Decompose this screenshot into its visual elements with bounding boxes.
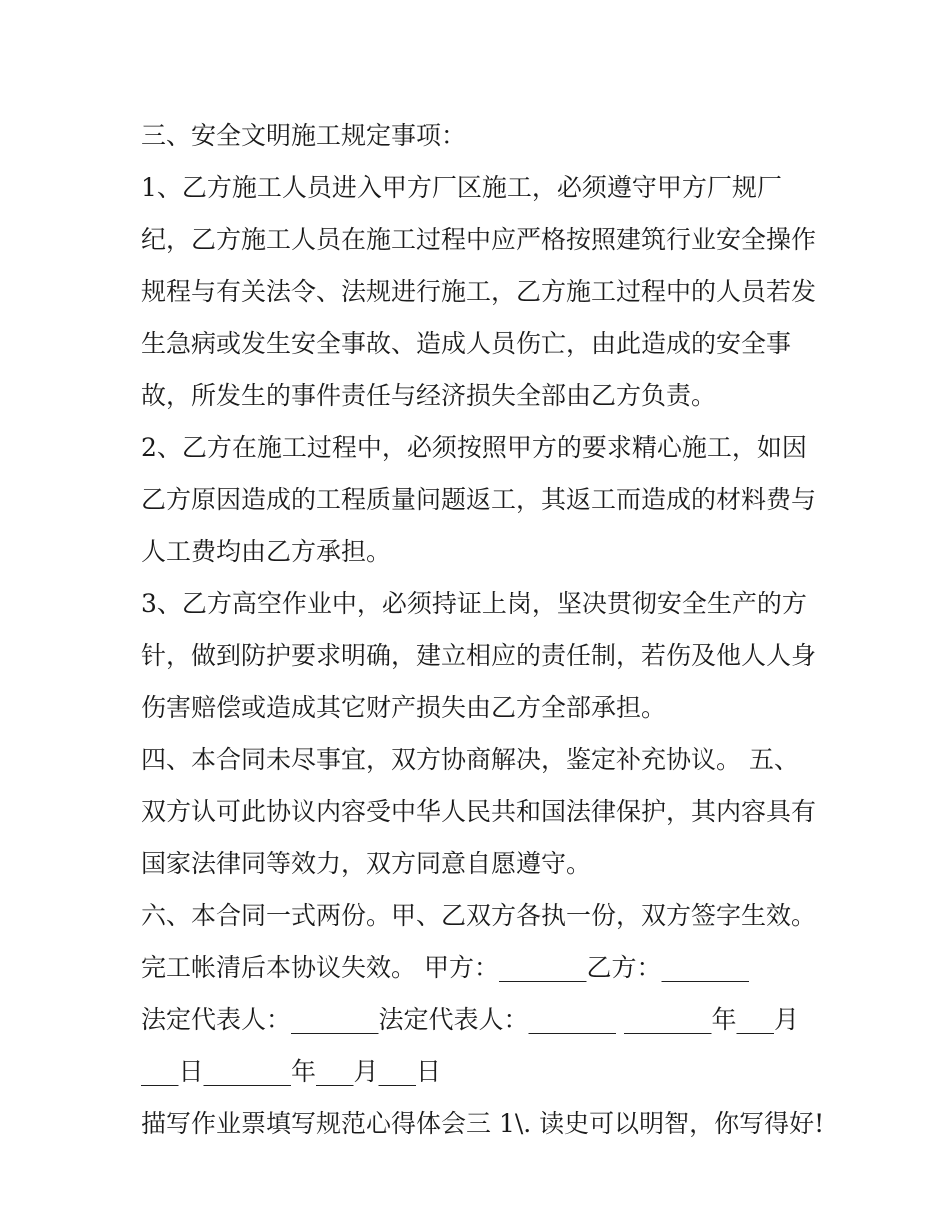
paragraph-line: 3、乙方高空作业中，必须持证上岗，坚决贯彻安全生产的方 [141,589,807,618]
paragraph-line: 规程与有关法令、法规进行施工，乙方施工过程中的人员若发 [141,277,817,306]
paragraph-line: 故，所发生的事件责任与经济损失全部由乙方负责。 [141,381,717,410]
paragraph-line: 针，做到防护要求明确，建立相应的责任制，若伤及他人人身 [141,641,817,670]
paragraph-line: 纪，乙方施工人员在施工过程中应严格按照建筑行业安全操作 [141,225,817,254]
paragraph-line: 人工费均由乙方承担。 [141,537,392,566]
paragraph-line: 乙方原因造成的工程质量问题返工，其返工而造成的材料费与 [141,485,817,514]
paragraph-line: 国家法律同等效力，双方同意自愿遵守。 [141,849,592,878]
paragraph-line: 双方认可此协议内容受中华人民共和国法律保护，其内容具有 [141,797,817,826]
paragraph-line: 生急病或发生安全事故、造成人员伤亡，由此造成的安全事 [141,329,792,358]
signature-line: 完工帐清后本协议失效。 甲方：_______乙方：_______ [141,953,749,982]
trailing-text-line: 描写作业票填写规范心得体会三 1\. 读史可以明智，你写得好! [141,1109,825,1138]
date-line: ___日_______年___月___日 [141,1057,442,1086]
document-body [141,110,825,1150]
paragraph-line: 2、乙方在施工过程中，必须按照甲方的要求精心施工，如因 [141,433,807,462]
signature-line: 法定代表人：_______法定代表人：_______ _______年___月 [141,1005,799,1034]
paragraph-line: 伤害赔偿或造成其它财产损失由乙方全部承担。 [141,693,667,722]
paragraph-line: 1、乙方施工人员进入甲方厂区施工，必须遵守甲方厂规厂 [141,173,782,202]
paragraph-line: 六、本合同一式两份。甲、乙双方各执一份，双方签字生效。 [141,901,817,930]
section-heading-3: 三、安全文明施工规定事项： [141,121,467,150]
paragraph-line: 四、本合同未尽事宜，双方协商解决，鉴定补充协议。 五、 [141,745,799,774]
